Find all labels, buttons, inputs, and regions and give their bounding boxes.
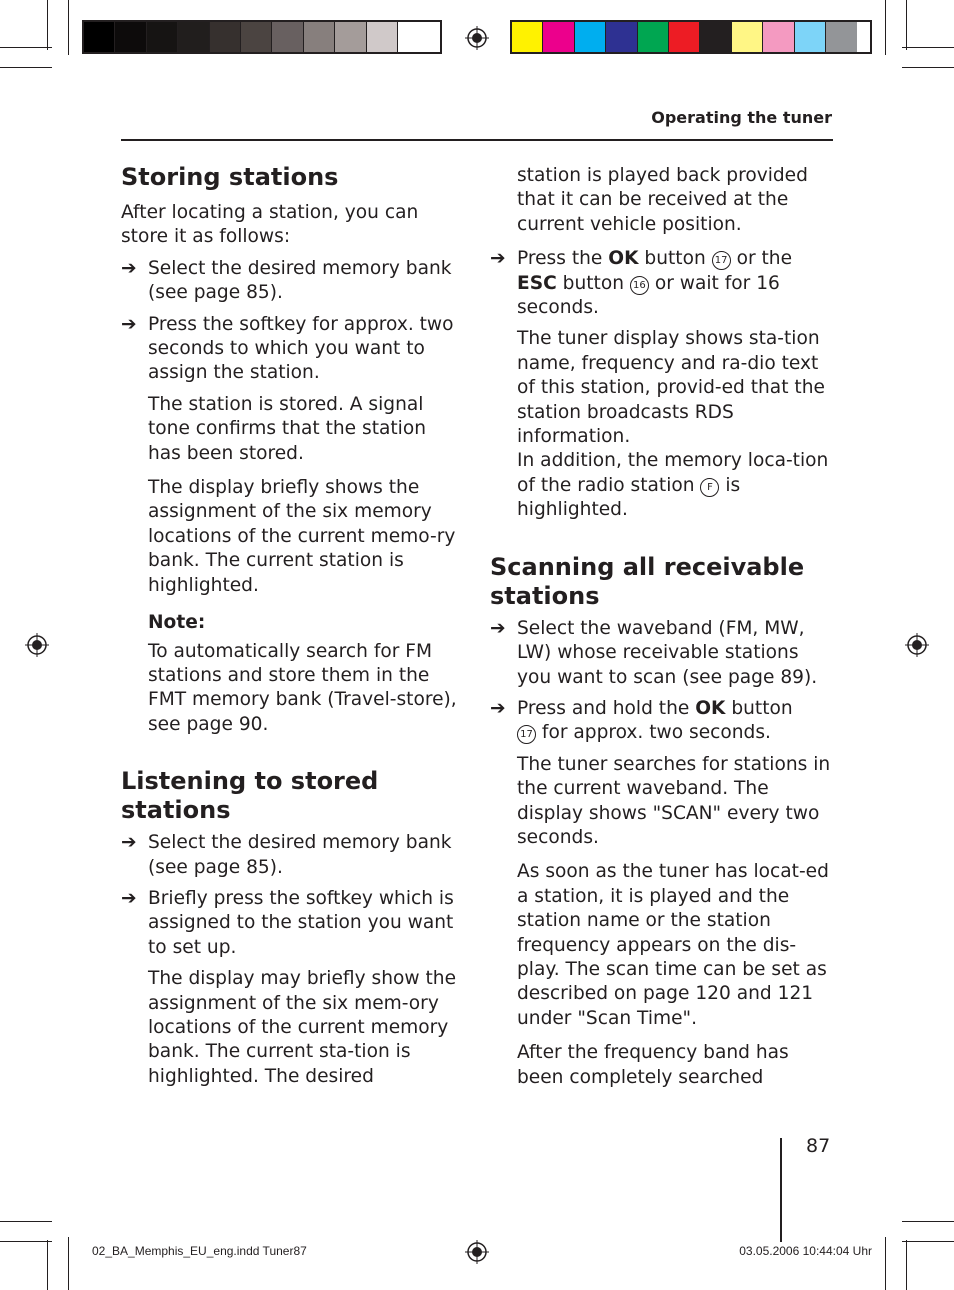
callout-17: 17 bbox=[712, 251, 731, 270]
crop-mark bbox=[0, 1241, 52, 1242]
arrow-icon: ➔ bbox=[121, 313, 137, 335]
page-number: 87 bbox=[806, 1135, 831, 1157]
crop-mark bbox=[68, 1237, 69, 1290]
color-swatch bbox=[272, 22, 303, 52]
result-text: The tuner display shows sta-tion name, frequency and ra-dio text of this station, provid-ed that the station broadcasts RDS information. bbox=[517, 328, 825, 448]
crop-mark bbox=[47, 1240, 48, 1290]
callout-17: 17 bbox=[517, 725, 536, 744]
color-swatch bbox=[575, 22, 606, 52]
esc-button-label: ESC bbox=[517, 272, 557, 294]
step-text: Press and hold the bbox=[517, 697, 696, 719]
step-text: Select the waveband (FM, MW, LW) whose receivable stations you want to scan (see page 89). bbox=[517, 617, 818, 688]
step-text: button bbox=[638, 248, 712, 270]
result-text: The tuner searches for stations in the current waveband. The display shows "SCAN" every two seconds. bbox=[517, 753, 831, 848]
step-item bbox=[490, 617, 835, 690]
grayscale-bar bbox=[82, 20, 442, 54]
color-swatch bbox=[512, 22, 543, 52]
step-item bbox=[121, 831, 461, 880]
step-item bbox=[121, 887, 461, 960]
arrow-icon: ➔ bbox=[490, 697, 506, 719]
step-item bbox=[121, 257, 461, 306]
step-text: Press the bbox=[517, 248, 609, 270]
continued-text: station is played back provided that it can be received at the current vehicle position. bbox=[517, 165, 808, 235]
note-text: To automatically search for FM stations and store them in the FMT memory bank (Travel-store), see page 90. bbox=[148, 640, 457, 735]
result-text-part: In addition, the memory loca-tion of the radio station bbox=[517, 450, 829, 496]
arrow-icon: ➔ bbox=[121, 887, 137, 909]
color-swatch bbox=[700, 22, 731, 52]
page-number-rule bbox=[780, 1138, 782, 1242]
registration-mark-icon bbox=[25, 633, 49, 657]
section-heading-listening: Listening to stored stations bbox=[121, 767, 379, 825]
color-swatch bbox=[826, 22, 857, 52]
color-swatch bbox=[543, 22, 574, 52]
step-text: Briefly press the softkey which is assigned to the station you want to set up. bbox=[148, 887, 454, 958]
color-swatch bbox=[763, 22, 794, 52]
color-swatch bbox=[606, 22, 637, 52]
crop-mark bbox=[906, 1240, 907, 1290]
crop-mark bbox=[0, 67, 52, 68]
color-swatch bbox=[304, 22, 335, 52]
registration-mark-icon bbox=[465, 26, 489, 50]
result-text: The display briefly shows the assignment of the six memory locations of the current memo-ry bank. The current station is highlighted. bbox=[148, 477, 456, 596]
slug-timestamp: 03.05.2006 10:44:04 Uhr bbox=[739, 1244, 872, 1258]
color-swatch bbox=[210, 22, 241, 52]
result-text bbox=[490, 449, 835, 522]
registration-mark-icon bbox=[905, 633, 929, 657]
crop-mark bbox=[902, 1221, 954, 1222]
header-rule bbox=[121, 139, 833, 141]
arrow-icon: ➔ bbox=[121, 257, 137, 279]
ok-button-label: OK bbox=[608, 248, 639, 270]
result-text: After the frequency band has been completely searched bbox=[517, 1042, 789, 1088]
arrow-icon: ➔ bbox=[490, 617, 506, 639]
step-text: or wait for 16 seconds. bbox=[517, 272, 780, 319]
crop-mark bbox=[68, 0, 69, 55]
step-item bbox=[490, 697, 835, 746]
registration-mark-icon bbox=[465, 1240, 489, 1264]
callout-f: F bbox=[700, 478, 719, 497]
step-text: Press the softkey for approx. two seconds to which you want to assign the station. bbox=[148, 313, 454, 384]
result-text: The station is stored. A signal tone confirms that the station has been stored. bbox=[148, 393, 427, 464]
color-swatch bbox=[732, 22, 763, 52]
result-text-part: is highlighted. bbox=[517, 474, 741, 521]
section-heading-scanning: Scanning all receivable stations bbox=[490, 552, 805, 610]
crop-mark bbox=[885, 1237, 886, 1290]
step-text: button bbox=[556, 272, 630, 294]
slug-filename: 02_BA_Memphis_EU_eng.indd Tuner87 bbox=[92, 1244, 307, 1258]
note-label: Note: bbox=[148, 612, 206, 634]
crop-mark bbox=[902, 1241, 954, 1242]
result-text: The display may briefly show the assignment of the six mem-ory locations of the current memory bank. The current sta-tion is highlighted. The desired bbox=[148, 968, 457, 1087]
step-item bbox=[490, 247, 835, 320]
color-swatch bbox=[398, 22, 429, 52]
ok-button-label: OK bbox=[695, 697, 726, 719]
color-swatch bbox=[241, 22, 272, 52]
crop-mark bbox=[47, 0, 48, 50]
arrow-icon: ➔ bbox=[490, 248, 506, 270]
color-swatch bbox=[335, 22, 366, 52]
color-swatch bbox=[638, 22, 669, 52]
step-text: Select the desired memory bank (see page 85). bbox=[148, 832, 452, 878]
step-text: for approx. two seconds. bbox=[536, 722, 771, 744]
callout-16: 16 bbox=[630, 276, 649, 295]
running-header: Operating the tuner bbox=[651, 108, 832, 127]
color-swatch bbox=[669, 22, 700, 52]
arrow-icon: ➔ bbox=[121, 832, 137, 854]
crop-mark bbox=[0, 1221, 52, 1222]
crop-mark bbox=[902, 47, 954, 48]
crop-mark bbox=[906, 0, 907, 50]
step-text: Select the desired memory bank (see page 85). bbox=[148, 257, 452, 304]
step-text: button bbox=[725, 697, 793, 719]
crop-mark bbox=[902, 67, 954, 68]
color-swatch bbox=[147, 22, 178, 52]
step-text: or the bbox=[730, 248, 793, 270]
color-swatch bbox=[115, 22, 146, 52]
crop-mark bbox=[885, 0, 886, 55]
result-text: As soon as the tuner has locat-ed a station, it is played and the station name or the station frequency appears on the dis-play. The scan time can be set as described on page 120 and 121 under "Scan Time". bbox=[517, 861, 829, 1029]
crop-mark bbox=[0, 47, 52, 48]
section-heading-storing: Storing stations bbox=[121, 163, 339, 191]
color-swatch bbox=[367, 22, 398, 52]
color-bar bbox=[510, 20, 872, 54]
left-column bbox=[121, 163, 461, 1089]
color-swatch bbox=[795, 22, 826, 52]
right-column bbox=[490, 164, 835, 1090]
step-item bbox=[121, 313, 461, 386]
color-swatch bbox=[178, 22, 209, 52]
intro-text: After locating a station, you can store it as follows: bbox=[121, 202, 419, 248]
color-swatch bbox=[84, 22, 115, 52]
